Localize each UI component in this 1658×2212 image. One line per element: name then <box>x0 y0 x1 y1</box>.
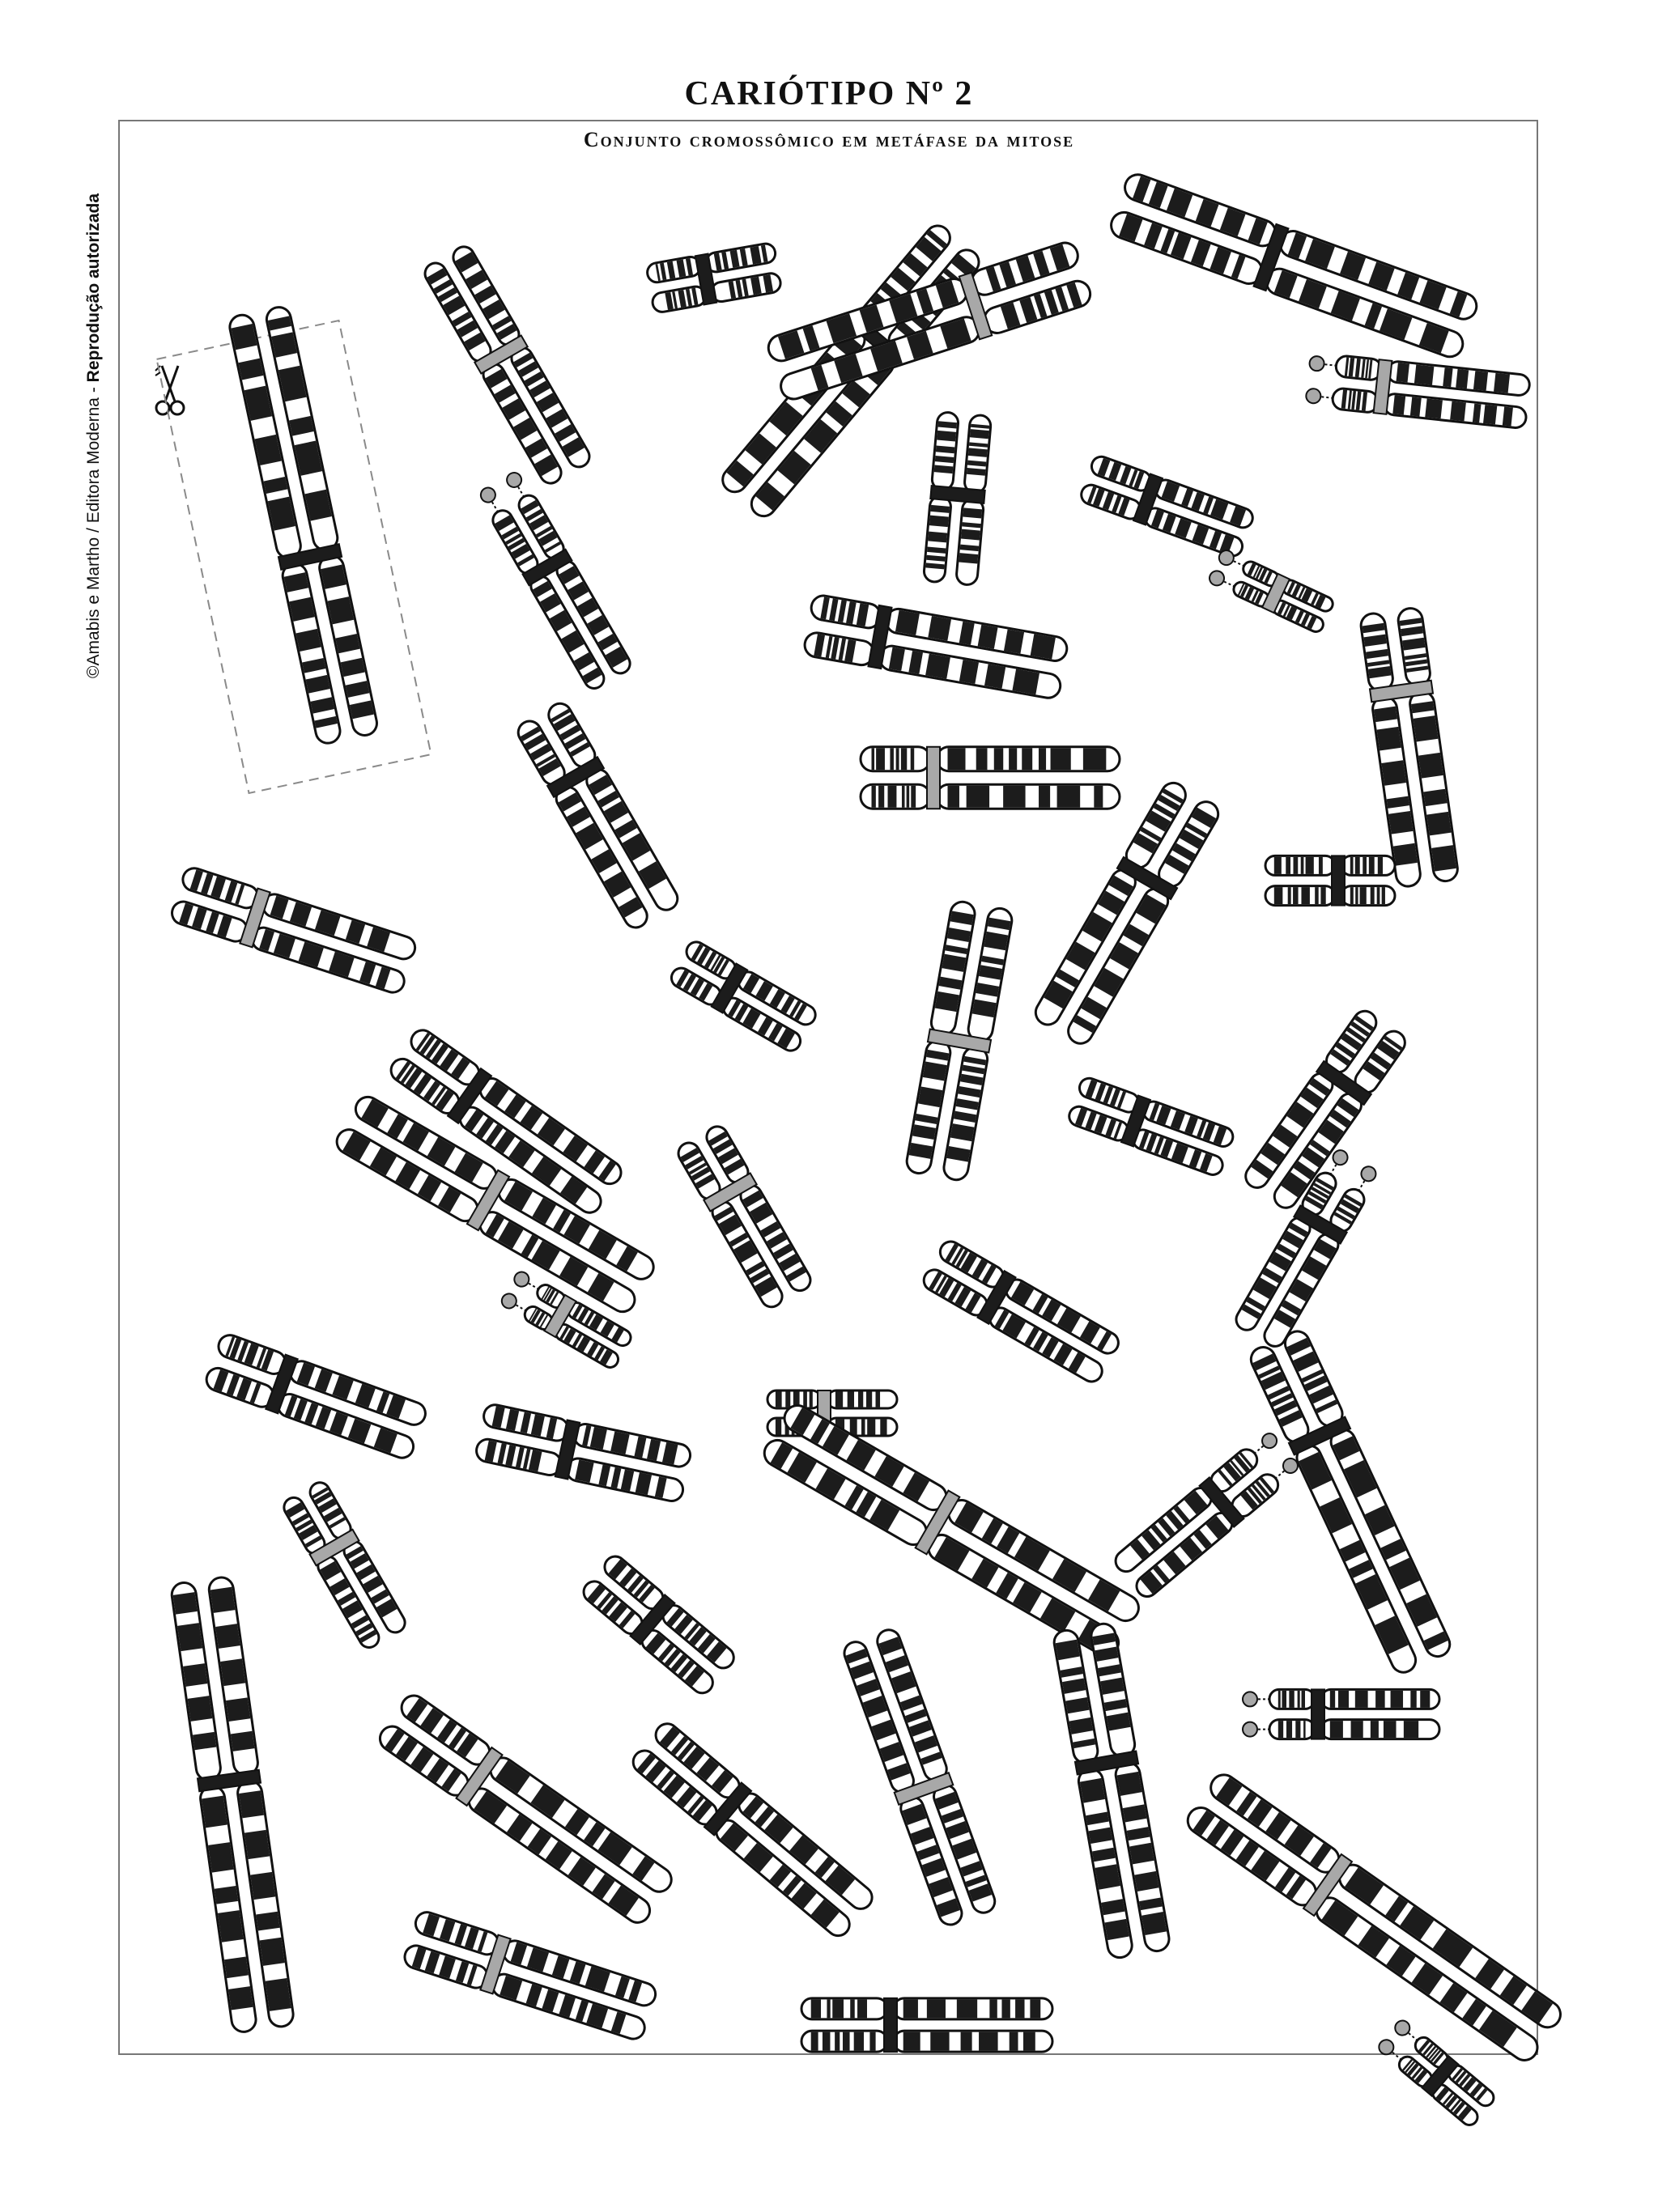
chromosome-icon <box>1052 1622 1171 1959</box>
chromosome-icon <box>1375 2017 1497 2128</box>
chromosome-icon <box>1243 1689 1439 1739</box>
chromosome-icon <box>1031 779 1222 1048</box>
chromosome-icon <box>227 305 379 745</box>
chromosome-icon <box>280 1479 408 1650</box>
chromosome-icon <box>1112 1428 1303 1600</box>
chromosome-icon <box>646 242 782 313</box>
chromosome-icon <box>861 747 1120 809</box>
page-subtitle: Conjunto cromossômico em metáfase da mitose <box>583 128 1075 151</box>
chromosome-icon <box>421 243 593 487</box>
chromosome-icon <box>668 938 818 1054</box>
chromosome-icon <box>1247 1327 1453 1676</box>
chromosome-icon <box>920 1238 1122 1385</box>
chromosome-icon <box>628 1719 876 1940</box>
chromosome-icon <box>1078 454 1255 558</box>
page-title: CARIÓTIPO Nº 2 <box>684 75 974 113</box>
chromosome-icon <box>674 1123 814 1310</box>
chromosome-icon <box>1183 1770 1566 2066</box>
chromosome-icon <box>170 1576 295 2033</box>
chromosome-icon <box>474 1403 692 1503</box>
credit-separator: - <box>84 382 103 398</box>
chromosome-icon <box>759 1401 1143 1661</box>
chromosome-icon <box>1207 548 1335 634</box>
chromosome-icon <box>1305 352 1530 428</box>
copyright-symbol: © <box>84 665 103 678</box>
credit-text: Amabis e Martho / Editora Moderna <box>84 397 103 666</box>
chromosome-icon <box>905 900 1014 1182</box>
chromosome-icon <box>803 594 1069 700</box>
chromosome-icon <box>376 1691 677 1927</box>
chromosome-icon <box>476 469 634 692</box>
chromosome-icon <box>1107 171 1480 360</box>
chromosome-icon <box>841 1627 998 1928</box>
chromosome-icon <box>203 1332 428 1461</box>
chromosome-icon <box>1359 607 1459 888</box>
chromosome-icon <box>169 865 418 996</box>
chromosome-icon <box>514 699 682 932</box>
chromosome-icon <box>1066 1076 1235 1178</box>
chromosome-icon <box>923 411 991 585</box>
credit-strong: Reprodução autorizada <box>84 193 103 383</box>
chromosome-icon <box>580 1552 738 1697</box>
chromosome-icon <box>801 1998 1052 2052</box>
chromosome-icon <box>1265 856 1395 905</box>
chromosome-icon <box>402 1909 658 2042</box>
